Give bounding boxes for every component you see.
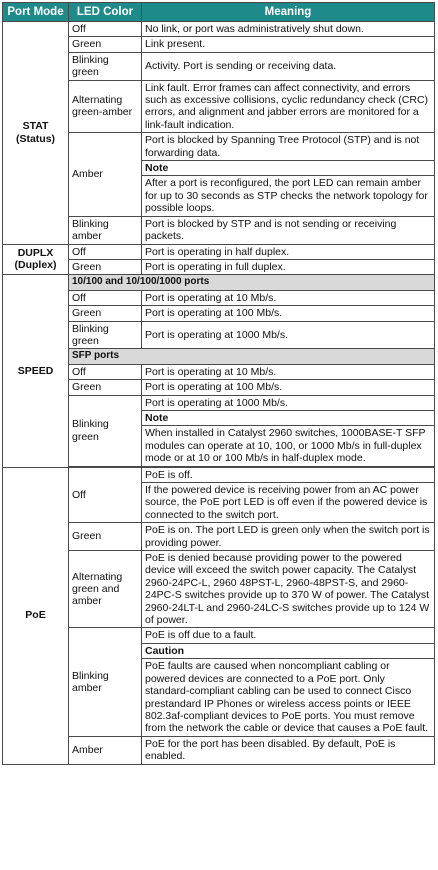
meaning-cell: Port is operating at 10 Mb/s. bbox=[142, 364, 435, 379]
meaning-cell: If the powered device is receiving power from an AC power source, the PoE port LED is off even if the powered device is connected to the switch port. bbox=[142, 483, 435, 523]
led-color-cell: Off bbox=[69, 467, 142, 523]
led-color-cell: Blinking green bbox=[69, 395, 142, 466]
port-mode-poe: PoE bbox=[3, 467, 69, 764]
led-color-cell: Alternating green-amber bbox=[69, 80, 142, 133]
header-led-color: LED Color bbox=[69, 3, 142, 22]
meaning-cell: Link present. bbox=[142, 37, 435, 52]
meaning-cell: Port is operating at 1000 Mb/s. bbox=[142, 321, 435, 349]
meaning-cell: Port is blocked by STP and is not sending or receiving packets. bbox=[142, 216, 435, 244]
note-label: Note bbox=[142, 410, 435, 425]
section-subheader-row bbox=[3, 275, 435, 290]
led-color-cell: Alternating green and amber bbox=[69, 551, 142, 628]
led-color-cell: Off bbox=[69, 22, 142, 37]
led-color-cell: Blinking green bbox=[69, 52, 142, 80]
led-color-cell: Off bbox=[69, 290, 142, 305]
led-color-cell: Blinking green bbox=[69, 321, 142, 349]
meaning-cell: PoE for the port has been disabled. By default, PoE is enabled. bbox=[142, 736, 435, 764]
led-color-cell: Amber bbox=[69, 133, 142, 216]
port-mode-duplx bbox=[3, 244, 69, 275]
table-header-row bbox=[3, 3, 435, 22]
meaning-cell: Link fault. Error frames can affect connectivity, and errors such as excessive collisions, cyclic redundancy check (CRC) errors, and alignment and jabber errors are monitored for a link-fault indication. bbox=[142, 80, 435, 133]
meaning-cell: PoE is off. bbox=[142, 467, 435, 482]
port-mode-label: STAT bbox=[22, 120, 49, 133]
led-color-cell: Green bbox=[69, 523, 142, 551]
port-mode-speed: SPEED bbox=[3, 275, 69, 467]
port-mode-sublabel: (Status) bbox=[15, 132, 56, 145]
subsection-title: SFP ports bbox=[69, 349, 435, 364]
led-table-wrapper bbox=[2, 2, 434, 765]
port-mode-stat bbox=[3, 22, 69, 245]
meaning-cell: PoE is off due to a fault. bbox=[142, 628, 435, 643]
led-color-cell: Off bbox=[69, 244, 142, 259]
meaning-cell: Port is blocked by Spanning Tree Protocol (STP) and is not forwarding data. bbox=[142, 133, 435, 161]
led-color-cell: Green bbox=[69, 259, 142, 274]
led-color-cell: Off bbox=[69, 364, 142, 379]
led-color-cell: Green bbox=[69, 380, 142, 395]
meaning-cell: PoE is on. The port LED is green only when the switch port is providing power. bbox=[142, 523, 435, 551]
meaning-cell: Port is operating at 100 Mb/s. bbox=[142, 306, 435, 321]
table-row bbox=[3, 467, 435, 482]
caution-label: Caution bbox=[142, 643, 435, 658]
subsection-title: 10/100 and 10/100/1000 ports bbox=[69, 275, 435, 290]
meaning-cell: PoE is denied because providing power to the powered device will exceed the switch power capacity. The Catalyst 2960-24PC-L, 2960 48PST-L, 2960-48PST-S, and 2960-24PC-S switches provide up to 370 W of power. The Catalyst 2960-24LT-L and 2960-24LC-S switches provide up to 124 W of power. bbox=[142, 551, 435, 628]
note-text: When installed in Catalyst 2960 switches, 1000BASE-T SFP modules can operate at 10, 100, or 1000 Mb/s in full-duplex mode or at 10 or 100 Mb/s in half-duplex mode. bbox=[142, 426, 435, 466]
meaning-cell: No link, or port was administratively shut down. bbox=[142, 22, 435, 37]
port-mode-label: DUPLX bbox=[17, 247, 54, 259]
caution-text: PoE faults are caused when noncompliant cabling or powered devices are connected to a PoE port. Only standard-compliant cabling can be used to connect Cisco prestandard IP Phones or wireless access points or IEEE 802.3af-compliant devices to PoE ports. You must remove from the network the cable or device that causes a PoE fault. bbox=[142, 659, 435, 736]
meaning-cell: Port is operating at 100 Mb/s. bbox=[142, 380, 435, 395]
meaning-cell: Port is operating in full duplex. bbox=[142, 259, 435, 274]
meaning-cell: Port is operating in half duplex. bbox=[142, 244, 435, 259]
header-port-mode: Port Mode bbox=[3, 3, 69, 22]
led-color-cell: Green bbox=[69, 306, 142, 321]
port-mode-sublabel: (Duplex) bbox=[14, 259, 57, 272]
note-text: After a port is reconfigured, the port LED can remain amber for up to 30 seconds as STP checks the network topology for possible loops. bbox=[142, 176, 435, 216]
meaning-cell: Port is operating at 10 Mb/s. bbox=[142, 290, 435, 305]
table-row bbox=[3, 22, 435, 37]
led-color-cell: Blinking amber bbox=[69, 628, 142, 736]
port-led-table bbox=[2, 2, 435, 765]
led-color-cell: Green bbox=[69, 37, 142, 52]
led-color-cell: Blinking amber bbox=[69, 216, 142, 244]
meaning-cell: Port is operating at 1000 Mb/s. bbox=[142, 395, 435, 410]
table-row bbox=[3, 244, 435, 259]
header-meaning: Meaning bbox=[142, 3, 435, 22]
note-label: Note bbox=[142, 161, 435, 176]
meaning-cell: Activity. Port is sending or receiving data. bbox=[142, 52, 435, 80]
led-color-cell: Amber bbox=[69, 736, 142, 764]
